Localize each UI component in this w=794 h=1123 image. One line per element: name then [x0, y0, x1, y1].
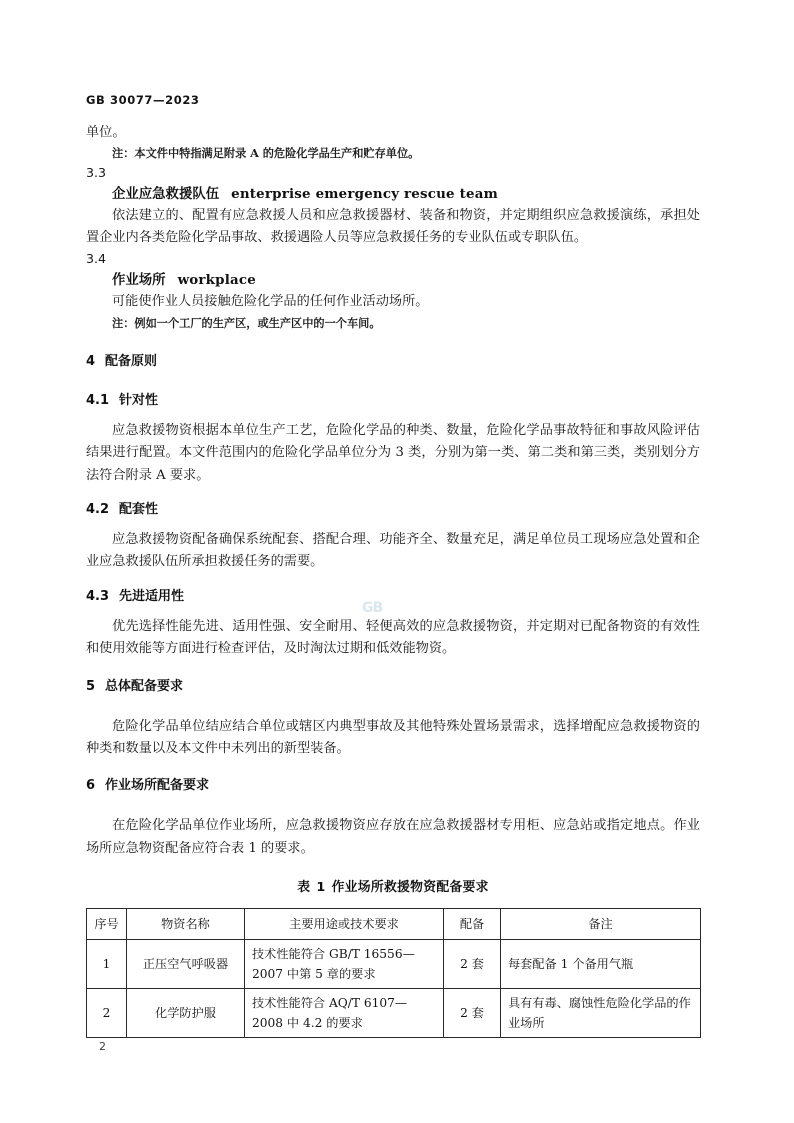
cell-quantity: 2 套 — [444, 989, 501, 1038]
section-heading-4-3 — [86, 587, 700, 607]
table-caption-title: 作业场所救援物资配备要求 — [331, 880, 489, 896]
term-3-3-en: enterprise emergency rescue team — [231, 185, 498, 202]
cell-index: 1 — [87, 940, 127, 989]
section-heading-5 — [86, 677, 700, 697]
requirements-table — [86, 908, 701, 1038]
note-3-2: 注：本文件中特指满足附录 A 的危险化学品生产和贮存单位。 — [112, 145, 420, 160]
section-heading-4 — [86, 352, 700, 372]
table-header-row — [87, 909, 701, 940]
section-text-5: 危险化学品单位结应结合单位或辖区内典型事故及其他特殊处置场景需求，选择增配应急救援物资的种类和数量以及本文件中未列出的新型装备。 — [86, 718, 700, 756]
cell-name: 化学防护服 — [127, 989, 245, 1038]
clause-number-3-4: 3.4 — [86, 251, 107, 267]
term-3-3-zh: 企业应急救援队伍 — [112, 185, 220, 202]
cell-quantity: 2 套 — [444, 940, 501, 989]
section-text-4-2: 应急救援物资配备确保系统配套、搭配合理、功能齐全、数量充足，满足单位员工现场应急处置和企业应急救援队伍所承担救援任务的需要。 — [86, 531, 700, 570]
section-heading-4-2 — [86, 500, 700, 520]
clause-number-3-3: 3.3 — [86, 164, 107, 180]
section-number-4-3: 4.3 — [86, 588, 110, 604]
term-3-4 — [86, 269, 700, 291]
section-title-5: 总体配备要求 — [105, 678, 184, 694]
page-number: 2 — [99, 1040, 106, 1053]
cell-use: 技术性能符合 AQ/T 6107—2008 中 4.2 的要求 — [245, 989, 444, 1038]
term-3-4-zh: 作业场所 — [112, 272, 166, 289]
term-3-3 — [86, 183, 700, 205]
column-header-quantity: 配备 — [444, 909, 501, 940]
section-text-6: 在危险化学品单位作业场所，应急救援物资应存放在应急救援器材专用柜、应急站或指定地点。作业场所应急物资配备应符合表 1 的要求。 — [86, 818, 700, 856]
note-3-4: 注：例如一个工厂的生产区，或生产区中的一个车间。 — [112, 315, 381, 330]
cell-index: 2 — [87, 989, 127, 1038]
definition-3-4: 可能使作业人员接触危险化学品的任何作业活动场所。 — [112, 294, 429, 310]
table-caption — [86, 876, 700, 895]
section-title-6: 作业场所配备要求 — [105, 778, 210, 794]
section-title-4-1: 针对性 — [119, 392, 159, 408]
column-header-name: 物资名称 — [127, 909, 245, 940]
cell-name: 正压空气呼吸器 — [127, 940, 245, 989]
cell-remark: 具有有毒、腐蚀性危险化学品的作业场所 — [501, 989, 701, 1038]
standard-header: GB 30077—2023 — [86, 93, 200, 107]
column-header-remark: 备注 — [501, 909, 701, 940]
section-heading-4-1 — [86, 391, 700, 411]
section-number-5: 5 — [86, 678, 96, 694]
section-title-4-3: 先进适用性 — [119, 588, 185, 604]
section-title-4-2: 配套性 — [119, 501, 159, 517]
document-body — [86, 122, 700, 1038]
section-text-4-1: 应急救援物资根据本单位生产工艺，危险化学品的种类、数量，危险化学品事故特征和事故风险评估结果进行配置。本文件范围内的危险化学品单位分为 3 类，分别为第一类、第二类和第三类，类别划分方法符合附录 A 要求。 — [86, 422, 700, 483]
section-number-6: 6 — [86, 778, 96, 794]
column-header-index: 序号 — [87, 909, 127, 940]
continued-text: 单位。 — [86, 125, 126, 140]
cell-remark: 每套配备 1 个备用气瓶 — [501, 940, 701, 989]
section-heading-6 — [86, 776, 700, 796]
section-text-4-3: 优先选择性能先进、适用性强、安全耐用、轻便高效的应急救援物资，并定期对已配备物资的有效性和使用效能等方面进行检查评估，及时淘汰过期和低效能物资。 — [86, 618, 700, 657]
column-header-use: 主要用途或技术要求 — [245, 909, 444, 940]
table-caption-number: 1 — [316, 880, 326, 896]
section-title-4: 配备原则 — [105, 353, 158, 369]
cell-use: 技术性能符合 GB/T 16556—2007 中第 5 章的要求 — [245, 940, 444, 989]
section-number-4-1: 4.1 — [86, 392, 110, 408]
table-caption-label: 表 — [297, 880, 311, 896]
section-number-4-2: 4.2 — [86, 501, 110, 517]
table-row — [87, 940, 701, 989]
term-3-4-en: workplace — [177, 272, 256, 289]
table-row — [87, 989, 701, 1038]
definition-3-3: 依法建立的、配置有应急救援人员和应急救援器材、装备和物资，并定期组织应急救援演练，承担处置企业内各类危险化学品事故、救援遇险人员等应急救援任务的专业队伍或专职队伍。 — [86, 207, 700, 245]
section-number-4: 4 — [86, 353, 96, 369]
watermark: GB — [362, 600, 383, 616]
